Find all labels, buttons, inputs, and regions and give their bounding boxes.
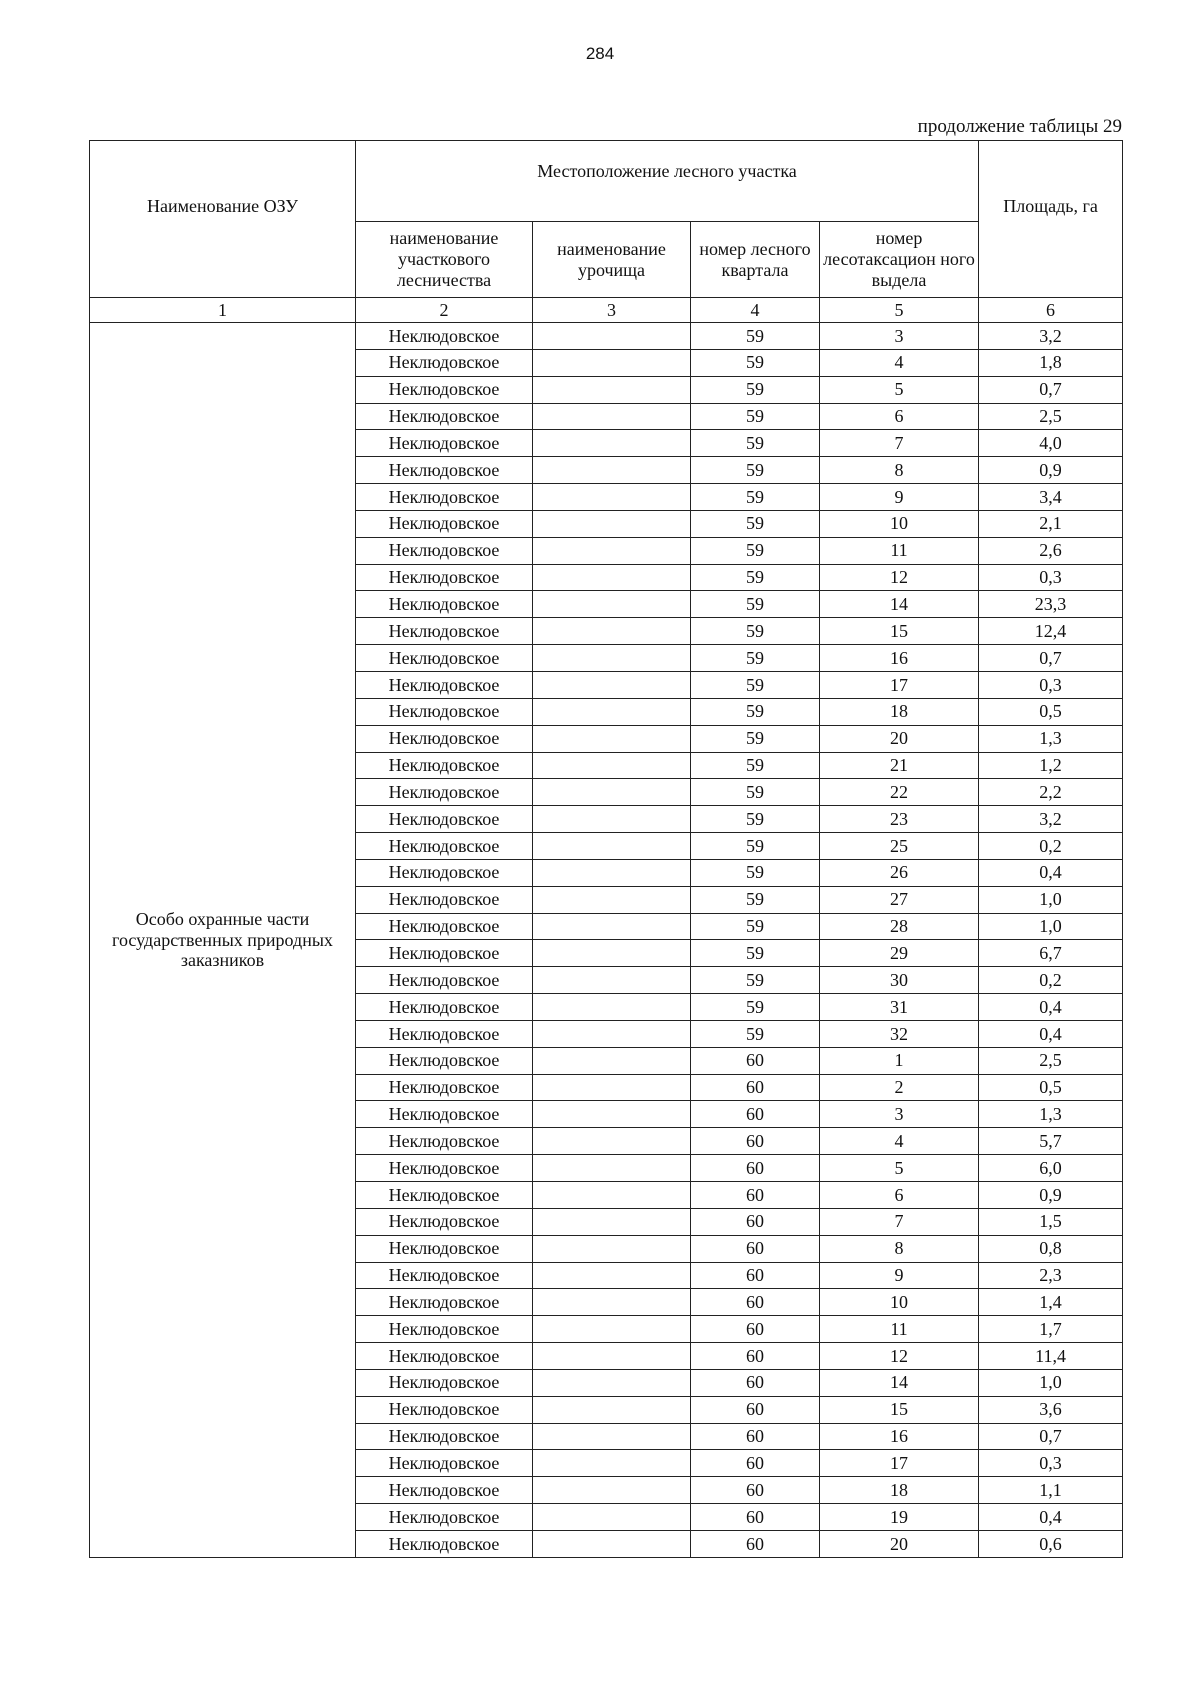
cell-plot: 5 — [820, 1155, 979, 1182]
cell-area: 1,4 — [979, 1289, 1123, 1316]
cell-area: 0,7 — [979, 645, 1123, 672]
cell-area: 12,4 — [979, 618, 1123, 645]
cell-area: 1,0 — [979, 913, 1123, 940]
cell-quarter: 59 — [691, 698, 820, 725]
cell-plot: 18 — [820, 698, 979, 725]
cell-area: 2,2 — [979, 779, 1123, 806]
header-row-1 — [90, 141, 1123, 222]
cell-tract — [533, 1182, 691, 1209]
cell-plot: 10 — [820, 510, 979, 537]
cell-plot: 16 — [820, 1423, 979, 1450]
cell-forestry: Неклюдовское — [356, 645, 533, 672]
cell-quarter: 60 — [691, 1289, 820, 1316]
cell-quarter: 60 — [691, 1477, 820, 1504]
cell-forestry: Неклюдовское — [356, 1504, 533, 1531]
cell-forestry: Неклюдовское — [356, 833, 533, 860]
column-number: 6 — [979, 298, 1123, 323]
cell-plot: 14 — [820, 591, 979, 618]
cell-forestry: Неклюдовское — [356, 537, 533, 564]
cell-forestry: Неклюдовское — [356, 349, 533, 376]
cell-plot: 15 — [820, 618, 979, 645]
cell-forestry: Неклюдовское — [356, 1047, 533, 1074]
cell-tract — [533, 1369, 691, 1396]
cell-area: 6,0 — [979, 1155, 1123, 1182]
cell-plot: 7 — [820, 1208, 979, 1235]
cell-tract — [533, 537, 691, 564]
cell-area: 1,5 — [979, 1208, 1123, 1235]
cell-quarter: 60 — [691, 1369, 820, 1396]
cell-area: 0,4 — [979, 994, 1123, 1021]
cell-forestry: Неклюдовское — [356, 1289, 533, 1316]
cell-tract — [533, 484, 691, 511]
cell-forestry: Неклюдовское — [356, 779, 533, 806]
cell-quarter: 59 — [691, 886, 820, 913]
cell-tract — [533, 564, 691, 591]
cell-plot: 29 — [820, 940, 979, 967]
cell-plot: 28 — [820, 913, 979, 940]
cell-tract — [533, 859, 691, 886]
cell-plot: 3 — [820, 1101, 979, 1128]
cell-area: 1,0 — [979, 1369, 1123, 1396]
cell-forestry: Неклюдовское — [356, 1128, 533, 1155]
cell-forestry: Неклюдовское — [356, 1262, 533, 1289]
cell-area: 2,5 — [979, 1047, 1123, 1074]
page-number: 284 — [585, 44, 615, 63]
cell-plot: 3 — [820, 323, 979, 350]
cell-quarter: 60 — [691, 1182, 820, 1209]
cell-tract — [533, 994, 691, 1021]
cell-quarter: 59 — [691, 967, 820, 994]
cell-area: 0,6 — [979, 1530, 1123, 1557]
cell-quarter: 59 — [691, 752, 820, 779]
cell-quarter: 59 — [691, 403, 820, 430]
cell-quarter: 59 — [691, 349, 820, 376]
cell-tract — [533, 913, 691, 940]
cell-quarter: 60 — [691, 1450, 820, 1477]
cell-tract — [533, 1047, 691, 1074]
cell-area: 1,0 — [979, 886, 1123, 913]
cell-tract — [533, 671, 691, 698]
cell-forestry: Неклюдовское — [356, 1101, 533, 1128]
cell-tract — [533, 833, 691, 860]
cell-plot: 6 — [820, 403, 979, 430]
cell-plot: 23 — [820, 806, 979, 833]
cell-plot: 5 — [820, 376, 979, 403]
cell-quarter: 60 — [691, 1101, 820, 1128]
cell-forestry: Неклюдовское — [356, 618, 533, 645]
cell-forestry: Неклюдовское — [356, 1369, 533, 1396]
cell-quarter: 59 — [691, 618, 820, 645]
cell-area: 0,5 — [979, 1074, 1123, 1101]
cell-tract — [533, 1343, 691, 1370]
cell-quarter: 60 — [691, 1316, 820, 1343]
cell-tract — [533, 886, 691, 913]
cell-quarter: 59 — [691, 457, 820, 484]
cell-tract — [533, 510, 691, 537]
cell-tract — [533, 1101, 691, 1128]
cell-tract — [533, 403, 691, 430]
cell-tract — [533, 457, 691, 484]
cell-forestry: Неклюдовское — [356, 752, 533, 779]
cell-area: 1,3 — [979, 1101, 1123, 1128]
cell-forestry: Неклюдовское — [356, 940, 533, 967]
header-forestry: наименование участкового лесничества — [356, 222, 533, 298]
cell-area: 2,1 — [979, 510, 1123, 537]
cell-tract — [533, 940, 691, 967]
cell-plot: 12 — [820, 564, 979, 591]
cell-quarter: 60 — [691, 1208, 820, 1235]
cell-tract — [533, 1074, 691, 1101]
cell-plot: 9 — [820, 484, 979, 511]
cell-tract — [533, 698, 691, 725]
cell-tract — [533, 806, 691, 833]
cell-quarter: 59 — [691, 725, 820, 752]
cell-forestry: Неклюдовское — [356, 1208, 533, 1235]
cell-area: 2,3 — [979, 1262, 1123, 1289]
cell-tract — [533, 752, 691, 779]
cell-quarter: 60 — [691, 1128, 820, 1155]
cell-plot: 15 — [820, 1396, 979, 1423]
cell-quarter: 60 — [691, 1396, 820, 1423]
cell-quarter: 60 — [691, 1235, 820, 1262]
header-tract: наименование урочища — [533, 222, 691, 298]
cell-tract — [533, 1020, 691, 1047]
cell-forestry: Неклюдовское — [356, 457, 533, 484]
cell-quarter: 59 — [691, 484, 820, 511]
cell-quarter: 60 — [691, 1504, 820, 1531]
cell-quarter: 60 — [691, 1530, 820, 1557]
cell-quarter: 59 — [691, 833, 820, 860]
cell-area: 0,3 — [979, 1450, 1123, 1477]
cell-quarter: 59 — [691, 323, 820, 350]
cell-quarter: 59 — [691, 779, 820, 806]
column-number: 1 — [90, 298, 356, 323]
cell-forestry: Неклюдовское — [356, 859, 533, 886]
ozu-name-cell: Особо охранные части государственных природных заказников — [90, 323, 356, 1558]
header-area: Площадь, га — [979, 141, 1123, 298]
cell-plot: 17 — [820, 671, 979, 698]
cell-quarter: 60 — [691, 1262, 820, 1289]
cell-tract — [533, 1477, 691, 1504]
cell-forestry: Неклюдовское — [356, 1020, 533, 1047]
cell-area: 4,0 — [979, 430, 1123, 457]
cell-plot: 22 — [820, 779, 979, 806]
cell-area: 0,7 — [979, 376, 1123, 403]
cell-quarter: 59 — [691, 671, 820, 698]
cell-forestry: Неклюдовское — [356, 376, 533, 403]
cell-tract — [533, 376, 691, 403]
cell-forestry: Неклюдовское — [356, 591, 533, 618]
cell-plot: 18 — [820, 1477, 979, 1504]
cell-area: 0,5 — [979, 698, 1123, 725]
cell-tract — [533, 1128, 691, 1155]
cell-plot: 7 — [820, 430, 979, 457]
cell-plot: 12 — [820, 1343, 979, 1370]
cell-area: 1,3 — [979, 725, 1123, 752]
cell-forestry: Неклюдовское — [356, 323, 533, 350]
cell-area: 1,8 — [979, 349, 1123, 376]
cell-quarter: 59 — [691, 645, 820, 672]
cell-plot: 17 — [820, 1450, 979, 1477]
cell-plot: 9 — [820, 1262, 979, 1289]
cell-plot: 20 — [820, 1530, 979, 1557]
cell-area: 0,4 — [979, 859, 1123, 886]
cell-tract — [533, 779, 691, 806]
cell-area: 0,2 — [979, 833, 1123, 860]
cell-area: 0,3 — [979, 564, 1123, 591]
table-row — [90, 323, 1123, 350]
cell-forestry: Неклюдовское — [356, 1182, 533, 1209]
cell-quarter: 60 — [691, 1343, 820, 1370]
cell-area: 0,3 — [979, 671, 1123, 698]
cell-forestry: Неклюдовское — [356, 698, 533, 725]
cell-plot: 1 — [820, 1047, 979, 1074]
cell-forestry: Неклюдовское — [356, 510, 533, 537]
cell-tract — [533, 1208, 691, 1235]
header-location: Местоположение лесного участка — [356, 141, 979, 222]
cell-forestry: Неклюдовское — [356, 484, 533, 511]
cell-area: 3,6 — [979, 1396, 1123, 1423]
cell-area: 0,4 — [979, 1020, 1123, 1047]
cell-quarter: 59 — [691, 564, 820, 591]
cell-area: 3,4 — [979, 484, 1123, 511]
column-number: 3 — [533, 298, 691, 323]
cell-area: 3,2 — [979, 323, 1123, 350]
cell-forestry: Неклюдовское — [356, 886, 533, 913]
cell-tract — [533, 591, 691, 618]
header-quarter: номер лесного квартала — [691, 222, 820, 298]
cell-tract — [533, 430, 691, 457]
table-caption: продолжение таблицы 29 — [917, 116, 1122, 137]
cell-plot: 11 — [820, 1316, 979, 1343]
cell-tract — [533, 1530, 691, 1557]
cell-tract — [533, 725, 691, 752]
cell-area: 0,7 — [979, 1423, 1123, 1450]
cell-area: 0,8 — [979, 1235, 1123, 1262]
cell-plot: 6 — [820, 1182, 979, 1209]
cell-tract — [533, 1396, 691, 1423]
cell-area: 1,7 — [979, 1316, 1123, 1343]
cell-quarter: 59 — [691, 376, 820, 403]
cell-area: 0,2 — [979, 967, 1123, 994]
cell-quarter: 59 — [691, 1020, 820, 1047]
cell-area: 0,4 — [979, 1504, 1123, 1531]
cell-forestry: Неклюдовское — [356, 1477, 533, 1504]
cell-area: 0,9 — [979, 457, 1123, 484]
cell-plot: 21 — [820, 752, 979, 779]
cell-plot: 30 — [820, 967, 979, 994]
cell-forestry: Неклюдовское — [356, 913, 533, 940]
cell-tract — [533, 1450, 691, 1477]
cell-tract — [533, 618, 691, 645]
cell-quarter: 59 — [691, 806, 820, 833]
cell-quarter: 59 — [691, 859, 820, 886]
cell-area: 2,6 — [979, 537, 1123, 564]
cell-tract — [533, 323, 691, 350]
cell-plot: 11 — [820, 537, 979, 564]
cell-tract — [533, 1235, 691, 1262]
cell-quarter: 60 — [691, 1047, 820, 1074]
cell-plot: 8 — [820, 1235, 979, 1262]
cell-area: 23,3 — [979, 591, 1123, 618]
cell-tract — [533, 1504, 691, 1531]
cell-forestry: Неклюдовское — [356, 1423, 533, 1450]
cell-forestry: Неклюдовское — [356, 1450, 533, 1477]
header-plot: номер лесотаксацион ного выдела — [820, 222, 979, 298]
cell-plot: 4 — [820, 349, 979, 376]
cell-quarter: 60 — [691, 1423, 820, 1450]
cell-forestry: Неклюдовское — [356, 403, 533, 430]
cell-plot: 16 — [820, 645, 979, 672]
cell-forestry: Неклюдовское — [356, 1396, 533, 1423]
cell-plot: 8 — [820, 457, 979, 484]
cell-area: 0,9 — [979, 1182, 1123, 1209]
cell-tract — [533, 1289, 691, 1316]
cell-forestry: Неклюдовское — [356, 671, 533, 698]
cell-plot: 10 — [820, 1289, 979, 1316]
cell-tract — [533, 1316, 691, 1343]
cell-quarter: 59 — [691, 430, 820, 457]
cell-forestry: Неклюдовское — [356, 1530, 533, 1557]
cell-area: 5,7 — [979, 1128, 1123, 1155]
cell-plot: 20 — [820, 725, 979, 752]
cell-forestry: Неклюдовское — [356, 1235, 533, 1262]
cell-tract — [533, 349, 691, 376]
cell-plot: 27 — [820, 886, 979, 913]
cell-tract — [533, 1155, 691, 1182]
cell-forestry: Неклюдовское — [356, 564, 533, 591]
cell-quarter: 59 — [691, 510, 820, 537]
cell-tract — [533, 1262, 691, 1289]
cell-plot: 4 — [820, 1128, 979, 1155]
cell-forestry: Неклюдовское — [356, 1343, 533, 1370]
column-number-row — [90, 298, 1123, 323]
cell-quarter: 60 — [691, 1155, 820, 1182]
cell-plot: 19 — [820, 1504, 979, 1531]
cell-quarter: 59 — [691, 994, 820, 1021]
cell-forestry: Неклюдовское — [356, 806, 533, 833]
cell-area: 6,7 — [979, 940, 1123, 967]
cell-area: 3,2 — [979, 806, 1123, 833]
cell-area: 1,2 — [979, 752, 1123, 779]
cell-plot: 2 — [820, 1074, 979, 1101]
column-number: 2 — [356, 298, 533, 323]
cell-quarter: 60 — [691, 1074, 820, 1101]
cell-quarter: 59 — [691, 537, 820, 564]
cell-forestry: Неклюдовское — [356, 994, 533, 1021]
cell-quarter: 59 — [691, 913, 820, 940]
cell-forestry: Неклюдовское — [356, 725, 533, 752]
cell-quarter: 59 — [691, 940, 820, 967]
cell-area: 1,1 — [979, 1477, 1123, 1504]
column-number: 5 — [820, 298, 979, 323]
cell-area: 2,5 — [979, 403, 1123, 430]
cell-forestry: Неклюдовское — [356, 1316, 533, 1343]
cell-tract — [533, 967, 691, 994]
data-table — [89, 140, 1123, 1558]
cell-plot: 25 — [820, 833, 979, 860]
cell-forestry: Неклюдовское — [356, 1074, 533, 1101]
cell-area: 11,4 — [979, 1343, 1123, 1370]
cell-forestry: Неклюдовское — [356, 967, 533, 994]
cell-plot: 14 — [820, 1369, 979, 1396]
column-number: 4 — [691, 298, 820, 323]
cell-forestry: Неклюдовское — [356, 1155, 533, 1182]
cell-plot: 32 — [820, 1020, 979, 1047]
cell-plot: 31 — [820, 994, 979, 1021]
cell-tract — [533, 1423, 691, 1450]
cell-quarter: 59 — [691, 591, 820, 618]
cell-plot: 26 — [820, 859, 979, 886]
cell-forestry: Неклюдовское — [356, 430, 533, 457]
cell-tract — [533, 645, 691, 672]
header-ozu: Наименование ОЗУ — [90, 141, 356, 298]
